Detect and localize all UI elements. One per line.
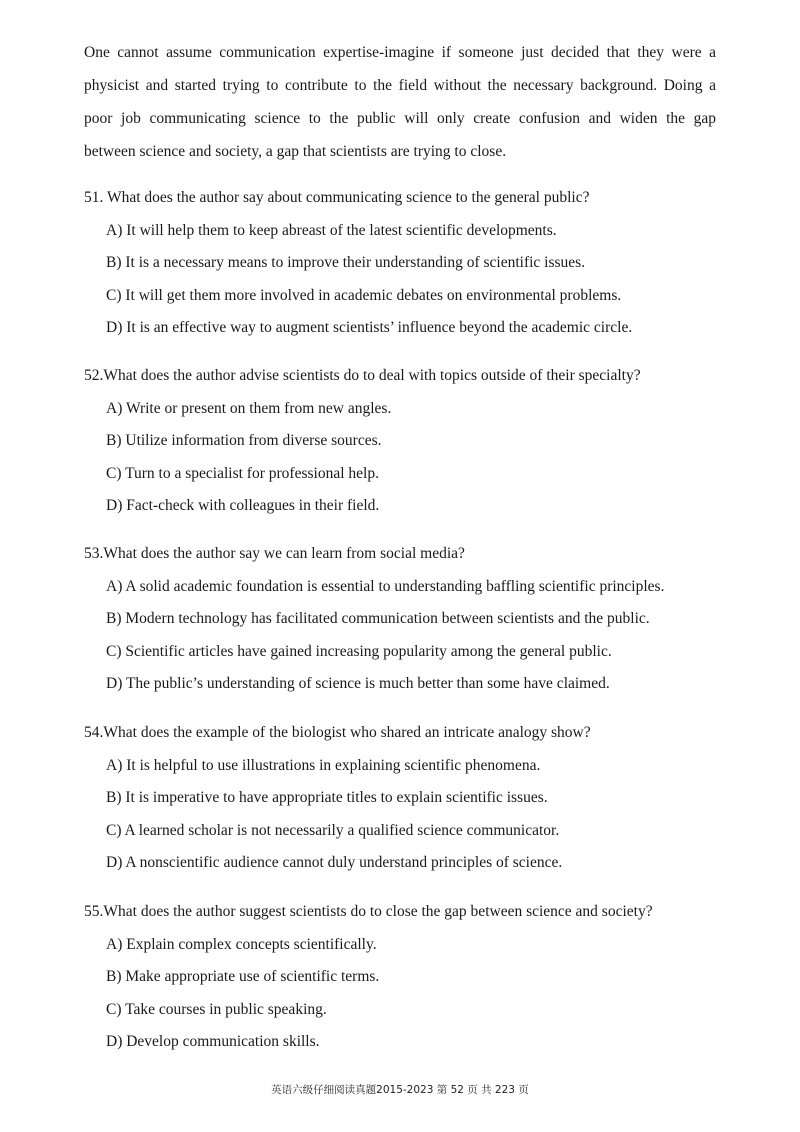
question-55 <box>84 896 724 1059</box>
question-52 <box>84 360 724 523</box>
option-d: D) The public’s understanding of science is much better than some have claimed. <box>106 675 610 692</box>
intro-line: poor job communicating science to the public will only create confusion and widen the gap <box>84 110 716 127</box>
intro-line: One cannot assume communication expertise-imagine if someone just decided that they were a <box>84 44 716 61</box>
question-stem: 51. What does the author say about communicating science to the general public? <box>84 189 590 206</box>
intro-line: physicist and started trying to contribute to the field without the necessary background. Doing a <box>84 77 716 94</box>
option-b: B) Modern technology has facilitated communication between scientists and the public. <box>106 610 650 627</box>
question-53 <box>84 538 724 701</box>
option-d: D) Fact-check with colleagues in their field. <box>106 497 380 514</box>
option-b: B) It is a necessary means to improve their understanding of scientific issues. <box>106 254 586 271</box>
question-stem: 54.What does the example of the biologist who shared an intricate analogy show? <box>84 724 591 741</box>
option-a: A) Write or present on them from new angles. <box>106 399 392 417</box>
intro-paragraph <box>84 36 716 168</box>
option-b: B) It is imperative to have appropriate titles to explain scientific issues. <box>106 789 548 806</box>
option-a: A) It will help them to keep abreast of the latest scientific developments. <box>106 221 557 239</box>
option-d: D) It is an effective way to augment scientists’ influence beyond the academic circle. <box>106 319 633 336</box>
option-c: C) Scientific articles have gained increasing popularity among the general public. <box>106 642 612 660</box>
option-c: C) Turn to a specialist for professional help. <box>106 464 379 482</box>
option-b: B) Utilize information from diverse sources. <box>106 432 382 449</box>
intro-line: between science and society, a gap that scientists are trying to close. <box>84 143 507 160</box>
option-c: C) Take courses in public speaking. <box>106 1000 327 1018</box>
option-b: B) Make appropriate use of scientific terms. <box>106 968 380 985</box>
question-54 <box>84 717 724 880</box>
option-a: A) Explain complex concepts scientifically. <box>106 935 377 953</box>
option-a: A) It is helpful to use illustrations in explaining scientific phenomena. <box>106 756 541 774</box>
question-stem: 55.What does the author suggest scientists do to close the gap between science and society? <box>84 903 653 920</box>
question-stem: 52.What does the author advise scientists do to deal with topics outside of their specialty? <box>84 367 641 384</box>
option-c: C) It will get them more involved in academic debates on environmental problems. <box>106 286 622 304</box>
page-footer: 英语六级仔细阅读真题2015-2023 第 52 页 共 223 页 <box>271 1084 529 1096</box>
option-d: D) A nonscientific audience cannot duly understand principles of science. <box>106 854 563 871</box>
option-a: A) A solid academic foundation is essential to understanding baffling scientific principles. <box>106 577 665 595</box>
question-51 <box>84 182 724 345</box>
question-stem: 53.What does the author say we can learn from social media? <box>84 545 465 562</box>
option-c: C) A learned scholar is not necessarily a qualified science communicator. <box>106 821 560 839</box>
option-d: D) Develop communication skills. <box>106 1033 320 1050</box>
